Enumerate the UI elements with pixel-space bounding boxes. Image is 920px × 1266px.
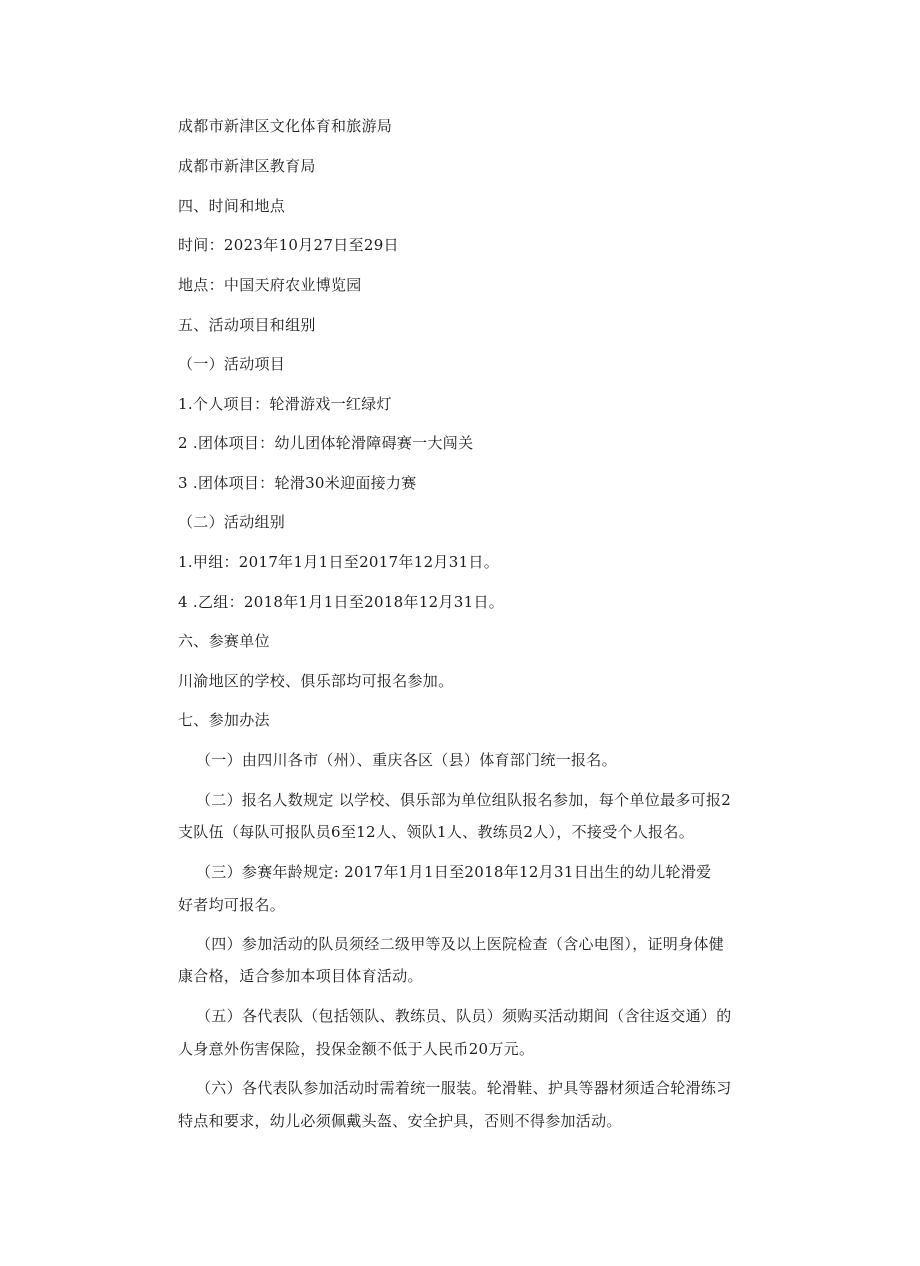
rule-6-line-1: （六）各代表队参加活动时需着统一服装。轮滑鞋、护具等器材须适合轮滑练习 [196, 1079, 732, 1097]
organizer-culture-bureau: 成都市新津区文化体育和旅游局 [178, 117, 393, 135]
section-heading-participants: 六、参赛单位 [178, 632, 270, 650]
item-individual: 1.个人项目：轮滑游戏一红绿灯 [178, 395, 392, 413]
section-heading-time-place: 四、时间和地点 [178, 197, 286, 215]
group-a: 1.甲组：2017年1月1日至2017年12月31日。 [178, 553, 500, 571]
participants-text: 川渝地区的学校、俱乐部均可报名参加。 [178, 672, 454, 690]
group-b: 4 .乙组：2018年1月1日至2018年12月31日。 [178, 593, 505, 611]
item-team-relay: 3 .团体项目：轮滑30米迎面接力赛 [178, 474, 417, 492]
rule-2-line-2: 支队伍（每队可报队员6至12人、领队1人、教练员2人），不接受个人报名。 [178, 823, 695, 841]
rule-5-line-1: （五）各代表队（包括领队、教练员、队员）须购买活动期间（含往返交通）的 [196, 1007, 732, 1025]
section-heading-items-groups: 五、活动项目和组别 [178, 316, 316, 334]
rule-2-line-1: （二）报名人数规定 以学校、俱乐部为单位组队报名参加，每个单位最多可报2 [196, 791, 732, 809]
rule-4-line-2: 康合格，适合参加本项目体育活动。 [178, 967, 423, 985]
rule-6-line-2: 特点和要求，幼儿必须佩戴头盔、安全护具，否则不得参加活动。 [178, 1112, 622, 1130]
rule-1: （一）由四川各市（州）、重庆各区（县）体育部门统一报名。 [196, 751, 617, 769]
subheading-activity-groups: （二）活动组别 [178, 513, 286, 531]
organizer-education-bureau: 成都市新津区教育局 [178, 157, 316, 175]
rule-3-line-2: 好者均可报名。 [178, 896, 286, 914]
event-time: 时间：2023年10月27日至29日 [178, 236, 399, 254]
rule-3-line-1: （三）参赛年龄规定: 2017年1月1日至2018年12月31日出生的幼儿轮滑爱 [196, 863, 712, 881]
event-location: 地点：中国天府农业博览园 [178, 276, 362, 294]
rule-4-line-1: （四）参加活动的队员须经二级甲等及以上医院检查（含心电图），证明身体健 [196, 935, 725, 953]
section-heading-participation: 七、参加办法 [178, 711, 270, 729]
rule-5-line-2: 人身意外伤害保险，投保金额不低于人民币20万元。 [178, 1040, 535, 1058]
subheading-activity-items: （一）活动项目 [178, 355, 286, 373]
item-team-obstacle: 2 .团体项目：幼儿团体轮滑障碍赛一大闯关 [178, 434, 474, 452]
